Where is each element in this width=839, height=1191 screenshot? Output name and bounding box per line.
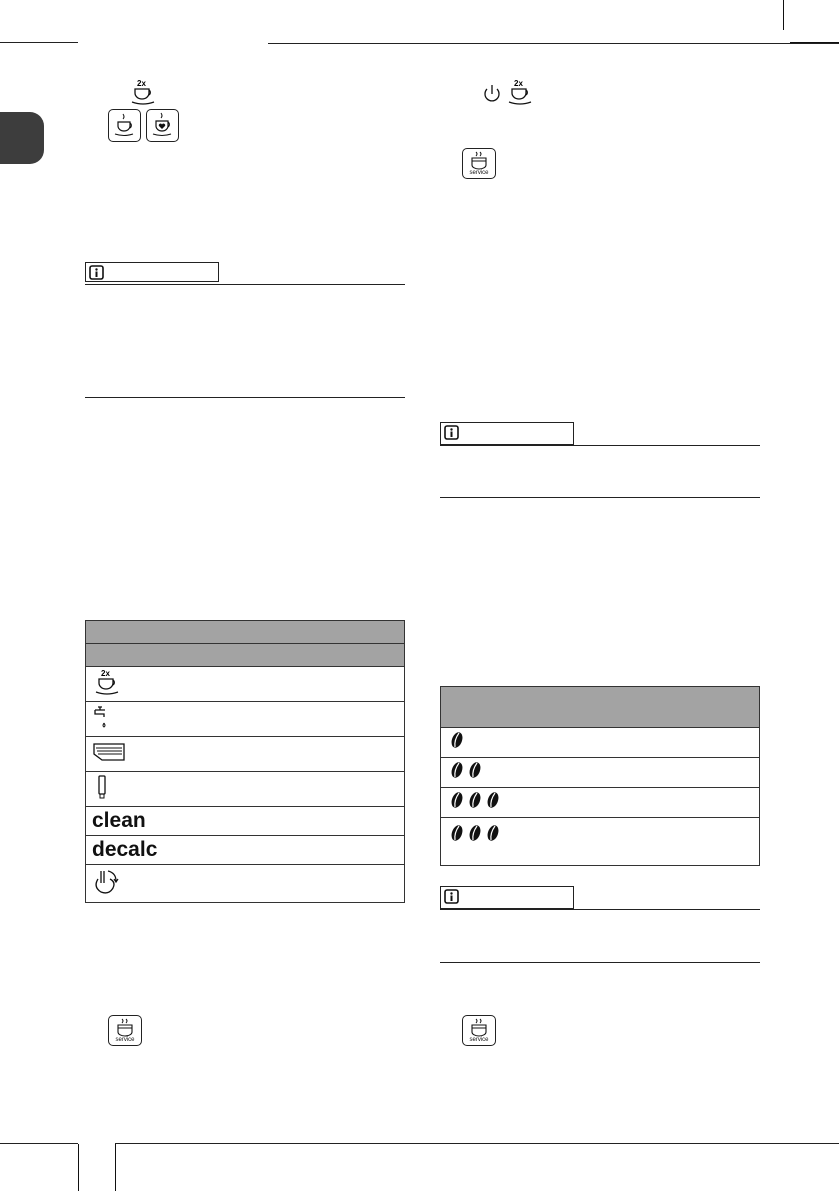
double-cup-icon — [92, 668, 122, 696]
power-icon — [481, 82, 503, 106]
double-cup-icon — [128, 78, 158, 106]
coffee-strength-table — [440, 686, 760, 866]
double-cup-icon — [505, 78, 535, 106]
table-subheader-row — [86, 644, 405, 667]
single-cup-button[interactable] — [108, 109, 141, 142]
table-row — [86, 865, 405, 903]
decalc-label: decalc — [92, 838, 158, 861]
bean-1-icon — [447, 730, 467, 750]
info-rule-right2-top — [440, 909, 760, 910]
table-header-row — [86, 621, 405, 644]
info-rule-left-top — [85, 284, 405, 285]
info-icon — [89, 265, 105, 281]
water-filter-icon — [92, 773, 112, 801]
info-rule-right2-bottom — [440, 962, 760, 963]
table-row — [86, 772, 405, 807]
info-rule-left-bottom — [85, 397, 405, 398]
service-button-right-top[interactable] — [462, 148, 496, 179]
service-label: service — [469, 170, 489, 176]
table-row — [441, 788, 760, 818]
info-box-left — [85, 262, 219, 282]
rotary-knob-icon — [92, 865, 122, 897]
service-label: service — [469, 1037, 489, 1043]
table-row — [86, 737, 405, 772]
table-row — [86, 836, 405, 865]
favorite-cup-button[interactable] — [146, 109, 179, 142]
info-icon — [444, 889, 460, 905]
heart-cup-icon — [147, 110, 178, 141]
info-icon — [444, 425, 460, 441]
info-box-right-1 — [440, 422, 574, 445]
drip-tray-icon — [92, 738, 128, 766]
info-rule-right1-bottom — [440, 497, 760, 498]
table-row — [86, 702, 405, 737]
table-header-row — [441, 687, 760, 728]
service-button-left[interactable] — [108, 1015, 142, 1046]
steam-icon — [463, 149, 495, 171]
bean-3b-icon — [447, 823, 511, 843]
header-rule-left — [0, 42, 78, 43]
header-rule-right — [268, 43, 839, 44]
svg-text:2x: 2x — [101, 668, 110, 678]
info-box-right-2 — [440, 886, 574, 909]
language-tab — [0, 112, 44, 164]
table-row — [441, 818, 760, 866]
table-row — [441, 758, 760, 788]
bean-3-icon — [447, 790, 511, 810]
service-label: service — [115, 1037, 135, 1043]
table-row — [441, 728, 760, 758]
crop-mark-bottom-left — [78, 1144, 79, 1191]
steam-icon — [109, 1016, 141, 1038]
table-row — [86, 807, 405, 836]
svg-text:2x: 2x — [514, 79, 523, 88]
hot-water-tap-icon — [92, 703, 118, 731]
bean-2-icon — [447, 760, 491, 780]
steam-icon — [463, 1016, 495, 1038]
svg-text:2x: 2x — [137, 79, 146, 88]
table-row — [86, 667, 405, 702]
crop-mark-top-right — [783, 0, 784, 30]
footer-rule-left — [0, 1143, 78, 1144]
clean-label: clean — [92, 809, 146, 832]
service-button-right-bottom[interactable] — [462, 1015, 496, 1046]
status-symbol-table — [85, 620, 405, 903]
crop-mark-bottom-right — [115, 1144, 116, 1191]
info-rule-right1-top — [440, 445, 760, 446]
footer-rule-right — [115, 1143, 839, 1144]
cup-icon — [109, 110, 140, 141]
